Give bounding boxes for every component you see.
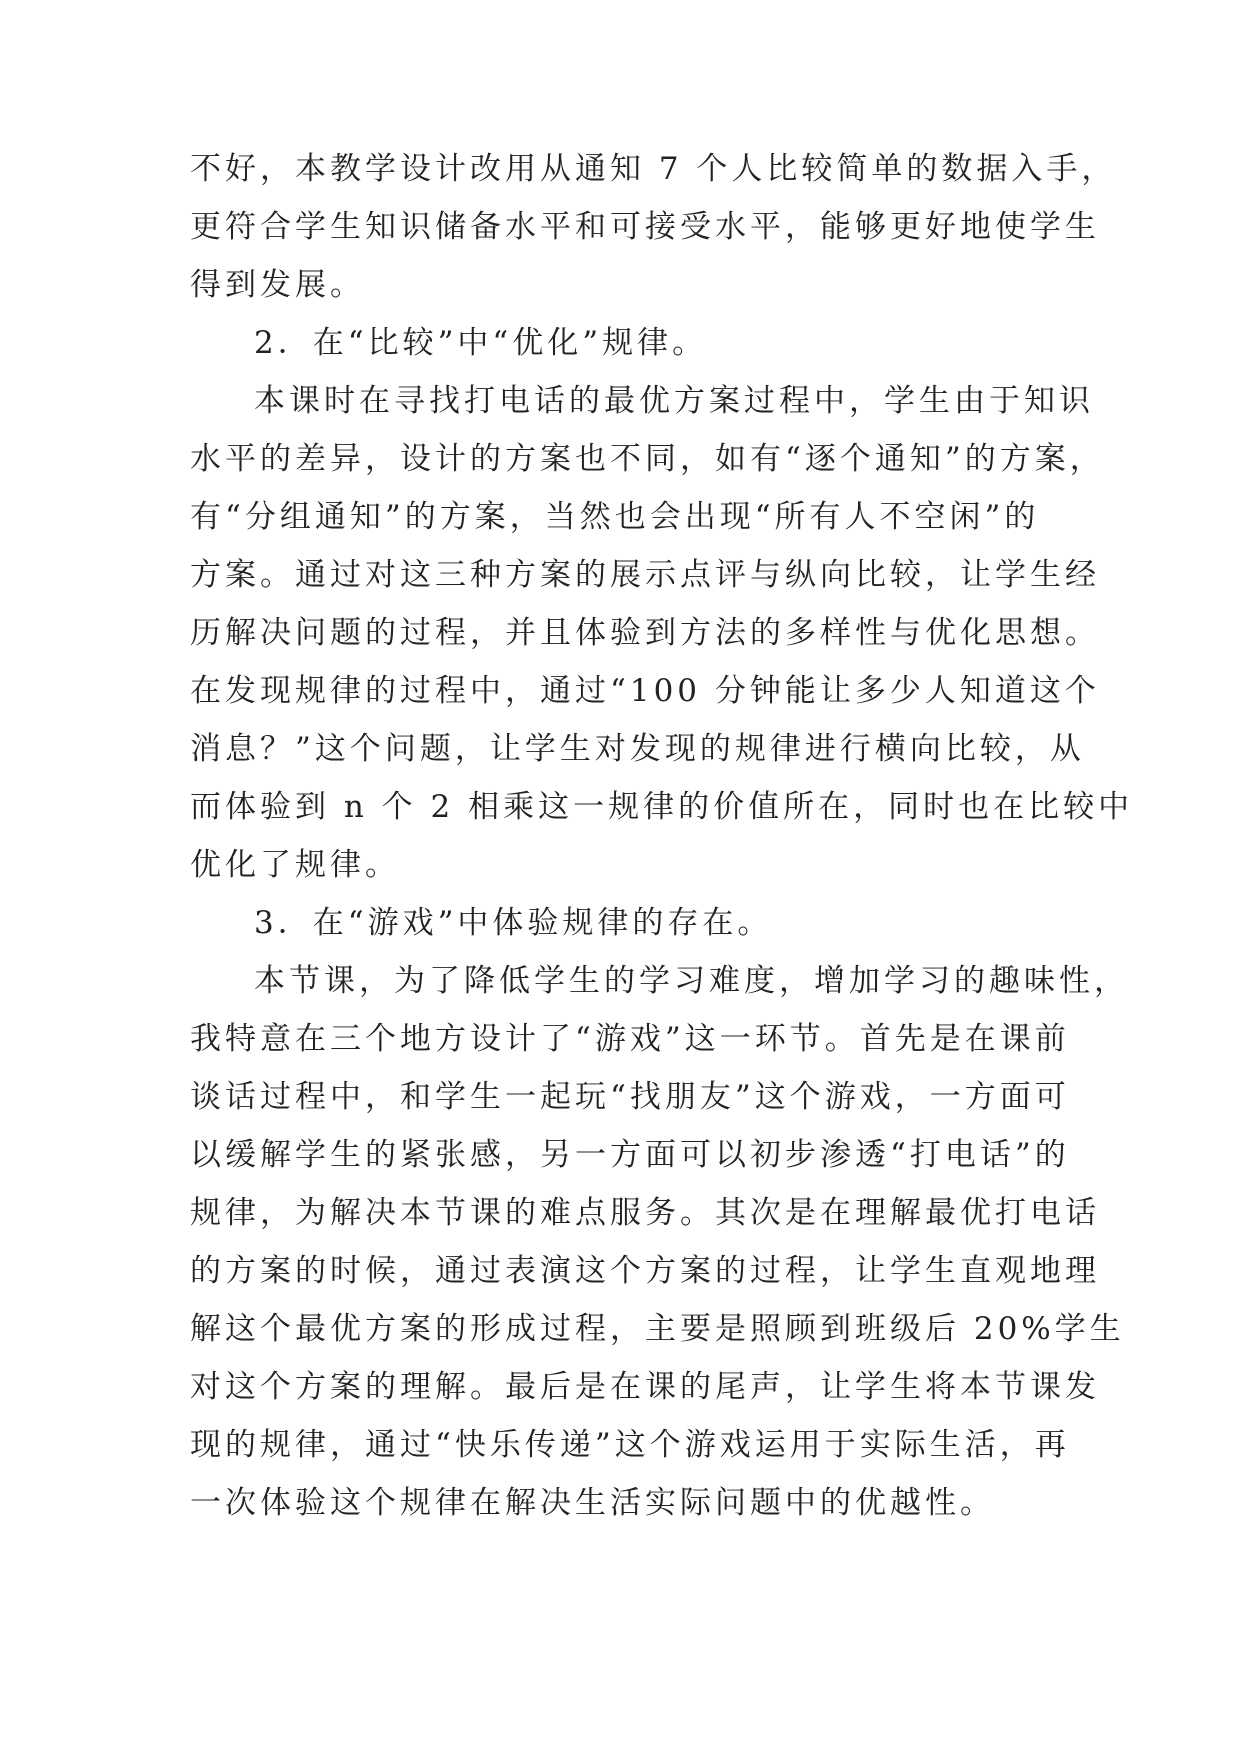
- text-line: 在发现规律的过程中，通过“100 分钟能让多少人知道这个: [190, 673, 1100, 709]
- text-line: 消息？”这个问题，让学生对发现的规律进行横向比较，从: [190, 731, 1085, 767]
- text-line: 谈话过程中，和学生一起玩“找朋友”这个游戏，一方面可: [190, 1079, 1070, 1115]
- text-line: 以缓解学生的紧张感，另一方面可以初步渗透“打电话”的: [190, 1137, 1070, 1173]
- text-line: 一次体验这个规律在解决生活实际问题中的优越性。: [190, 1485, 995, 1521]
- text-line: 本课时在寻找打电话的最优方案过程中，学生由于知识: [254, 383, 1094, 419]
- text-line: 我特意在三个地方设计了“游戏”这一环节。首先是在课前: [190, 1021, 1070, 1057]
- text-line: 方案。通过对这三种方案的展示点评与纵向比较，让学生经: [190, 557, 1100, 593]
- text-line: 而体验到 n 个 2 相乘这一规律的价值所在，同时也在比较中: [190, 789, 1134, 825]
- text-line: 解这个最优方案的形成过程，主要是照顾到班级后 20%学生: [190, 1311, 1125, 1347]
- text-line: 更符合学生知识储备水平和可接受水平，能够更好地使学生: [190, 209, 1100, 245]
- text-line: 规律，为解决本节课的难点服务。其次是在理解最优打电话: [190, 1195, 1100, 1231]
- section-heading: 3．在“游戏”中体验规律的存在。: [254, 905, 773, 941]
- text-line: 有“分组通知”的方案，当然也会出现“所有人不空闲”的: [190, 499, 1040, 535]
- text-line: 本节课，为了降低学生的学习难度，增加学习的趣味性，: [254, 963, 1129, 999]
- text-line: 的方案的时候，通过表演这个方案的过程，让学生直观地理: [190, 1253, 1100, 1289]
- text-line: 不好，本教学设计改用从通知 7 个人比较简单的数据入手，: [190, 151, 1117, 187]
- text-line: 优化了规律。: [190, 847, 400, 883]
- section-heading: 2．在“比较”中“优化”规律。: [254, 325, 708, 361]
- text-line: 现的规律，通过“快乐传递”这个游戏运用于实际生活，再: [190, 1427, 1070, 1463]
- text-line: 历解决问题的过程，并且体验到方法的多样性与优化思想。: [190, 615, 1100, 651]
- text-line: 对这个方案的理解。最后是在课的尾声，让学生将本节课发: [190, 1369, 1100, 1405]
- document-page: [190, 140, 1134, 1532]
- text-line: 得到发展。: [190, 267, 365, 303]
- text-line: 水平的差异，设计的方案也不同，如有“逐个通知”的方案，: [190, 441, 1105, 477]
